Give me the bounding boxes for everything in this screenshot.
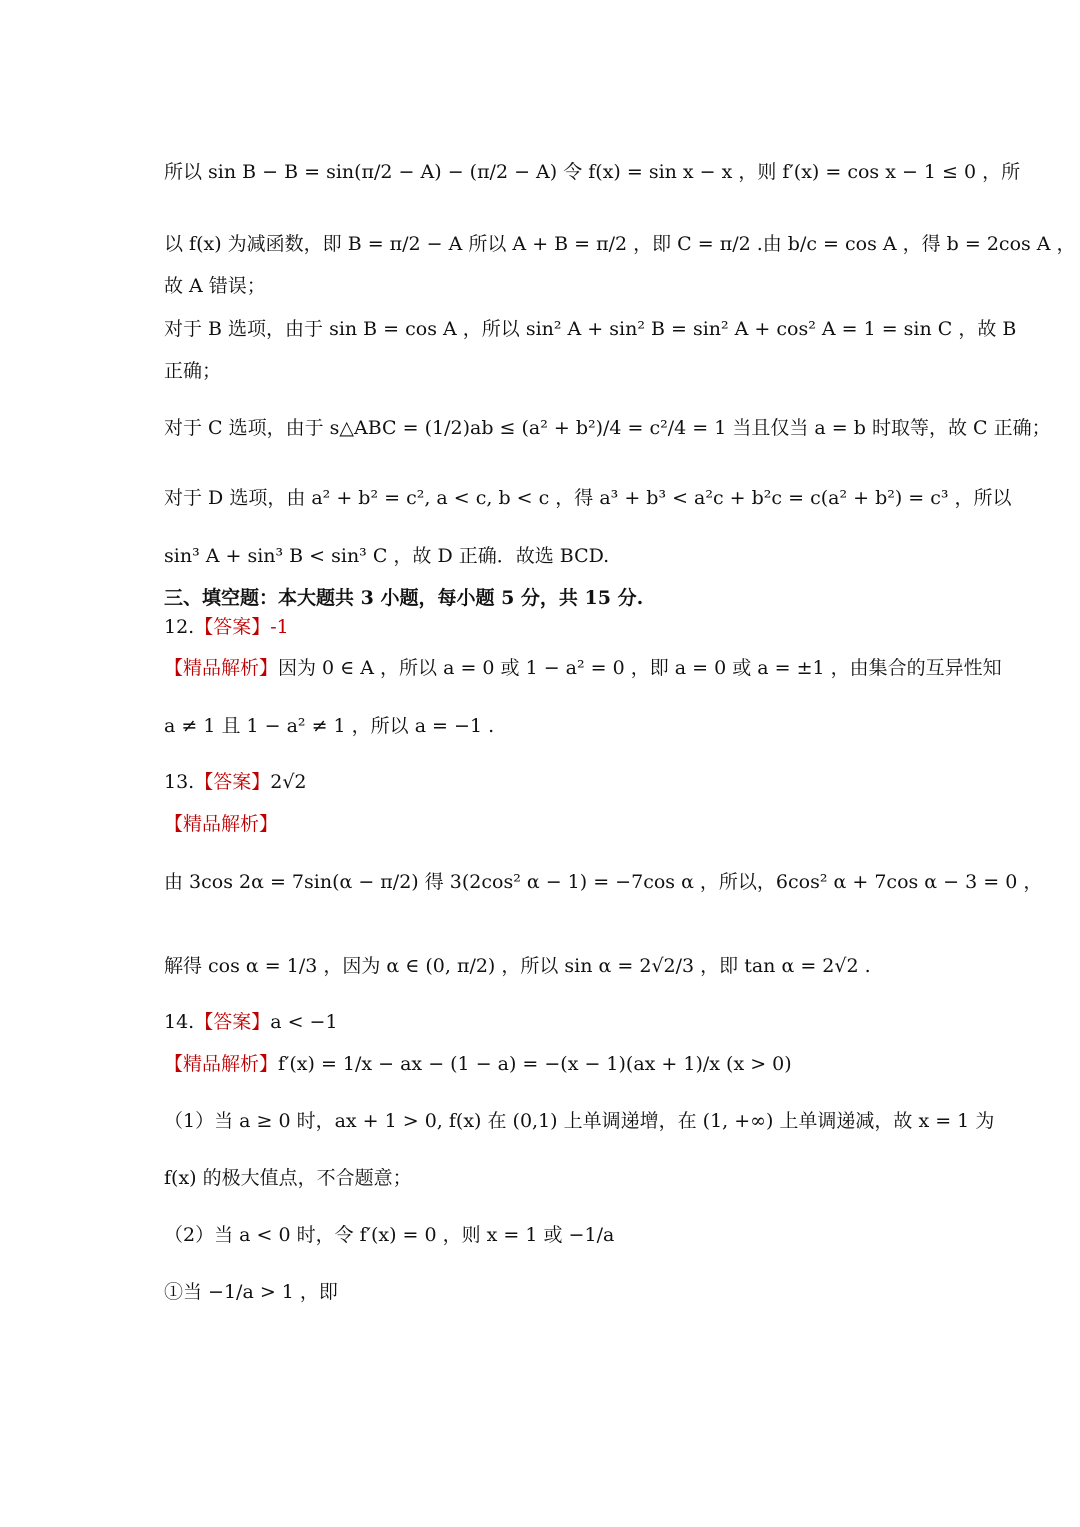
text-line bbox=[164, 952, 944, 980]
analysis-line bbox=[164, 810, 944, 838]
text-line bbox=[164, 1107, 995, 1135]
answer-tag: 【答案】 bbox=[194, 616, 271, 638]
answer-line bbox=[164, 613, 944, 641]
line-text: f(x) 的极大值点，不合题意； bbox=[164, 1167, 412, 1189]
line-text: sin³ A + sin³ B < sin³ C ，故 D 正确．故选 BCD. bbox=[164, 545, 610, 567]
line-text: 对于 B 选项，由于 sin B = cos A ，所以 sin² A + sin² B = sin² A + cos² A = 1 = sin C ，故 B bbox=[164, 318, 1017, 340]
analysis-tag: 【精品解析】 bbox=[164, 813, 279, 835]
text-line bbox=[164, 1164, 944, 1192]
line-text: ①当 −1/a > 1 ，即 bbox=[164, 1281, 338, 1303]
line-text: 正确； bbox=[164, 360, 222, 382]
answer-tag: 【答案】 bbox=[194, 771, 271, 793]
analysis-tag: 【精品解析】 bbox=[164, 1053, 279, 1075]
answer-value: a < −1 bbox=[270, 1011, 338, 1033]
line-text: （2）当 a < 0 时，令 f′(x) = 0 ，则 x = 1 或 −1/a bbox=[164, 1224, 615, 1246]
line-text: 对于 D 选项，由 a² + b² = c², a < c, b < c ，得 a³ + b³ < a²c + b²c = c(a² + b²) = c³ ，所以 bbox=[164, 487, 1012, 509]
line-text: 对于 C 选项，由于 s△ABC = (1/2)ab ≤ (a² + b²)/4 = c²/4 = 1 当且仅当 a = b 时取等，故 C 正确； bbox=[164, 417, 1051, 439]
line-text: 所以 sin B − B = sin(π/2 − A) − (π/2 − A) 令 f(x) = sin x − x ，则 f′(x) = cos x − 1 ≤ 0 ，所 bbox=[164, 161, 1021, 183]
line-text: 因为 0 ∈ A ，所以 a = 0 或 1 − a² = 0 ，即 a = 0 或 a = ±1 ，由集合的互异性知 bbox=[278, 657, 1002, 679]
text-line bbox=[164, 272, 944, 300]
answer-value: -1 bbox=[270, 616, 289, 638]
line-text: （1）当 a ≥ 0 时，ax + 1 > 0, f(x) 在 (0,1) 上单调递增，在 (1, +∞) 上单调递减，故 x = 1 为 bbox=[164, 1110, 995, 1132]
answer-tag: 【答案】 bbox=[194, 1011, 271, 1033]
line-text: 由 3cos 2α = 7sin(α − π/2) 得 3(2cos² α − 1) = −7cos α ，所以，6cos² α + 7cos α − 3 = 0 ， bbox=[164, 871, 1043, 893]
text-line bbox=[164, 868, 1043, 896]
text-line bbox=[164, 414, 1051, 442]
text-line bbox=[164, 1278, 944, 1306]
line-text: f′(x) = 1/x − ax − (1 − a) = −(x − 1)(ax + 1)/x (x > 0) bbox=[278, 1053, 792, 1075]
text-line bbox=[164, 315, 1017, 343]
line-text: 以 f(x) 为减函数，即 B = π/2 − A 所以 A + B = π/2 ，即 C = π/2 .由 b/c = cos A ，得 b = 2cos A ， bbox=[164, 233, 1076, 255]
line-text: a ≠ 1 且 1 − a² ≠ 1 ，所以 a = −1 . bbox=[164, 715, 495, 737]
analysis-tag: 【精品解析】 bbox=[164, 657, 279, 679]
text-line bbox=[164, 542, 944, 570]
analysis-line bbox=[164, 654, 1002, 682]
analysis-line bbox=[164, 1050, 944, 1078]
answer-line bbox=[164, 768, 944, 796]
answer-value: 2√2 bbox=[270, 771, 307, 793]
question-number: 12. bbox=[164, 616, 195, 638]
text-line bbox=[164, 357, 944, 385]
line-text: 解得 cos α = 1/3 ，因为 α ∈ (0, π/2) ，所以 sin α = 2√2/3 ，即 tan α = 2√2 . bbox=[164, 955, 871, 977]
answer-line bbox=[164, 1008, 944, 1036]
text-line bbox=[164, 712, 944, 740]
section-heading-text: 三、填空题：本大题共 3 小题，每小题 5 分，共 15 分. bbox=[164, 587, 644, 609]
text-line bbox=[164, 158, 1021, 186]
text-line bbox=[164, 484, 1012, 512]
line-text: 故 A 错误； bbox=[164, 275, 266, 297]
question-number: 13. bbox=[164, 771, 195, 793]
text-line bbox=[164, 230, 1076, 258]
text-line bbox=[164, 1221, 944, 1249]
question-number: 14. bbox=[164, 1011, 195, 1033]
section-heading bbox=[164, 584, 944, 612]
